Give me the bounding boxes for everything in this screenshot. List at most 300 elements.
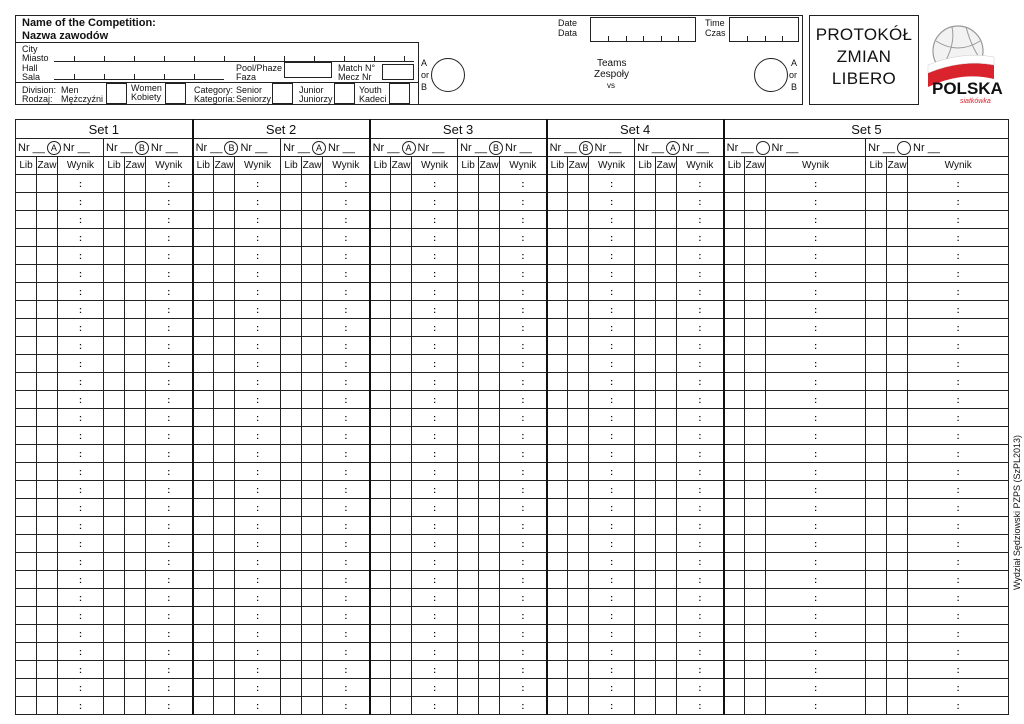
zaw-cell[interactable]: [479, 697, 500, 715]
lib-cell[interactable]: [370, 229, 391, 247]
lib-cell[interactable]: [458, 283, 479, 301]
zaw-cell[interactable]: [568, 301, 589, 319]
score-cell[interactable]: :: [677, 517, 724, 535]
lib-cell[interactable]: [16, 175, 37, 193]
lib-cell[interactable]: [104, 373, 125, 391]
score-cell[interactable]: :: [766, 319, 866, 337]
score-cell[interactable]: :: [908, 553, 1009, 571]
score-cell[interactable]: :: [323, 463, 370, 481]
zaw-cell[interactable]: [745, 229, 766, 247]
pool-box[interactable]: [284, 62, 332, 78]
zaw-cell[interactable]: [302, 679, 323, 697]
zaw-cell[interactable]: [479, 427, 500, 445]
zaw-cell[interactable]: [214, 301, 235, 319]
zaw-cell[interactable]: [656, 517, 677, 535]
lib-cell[interactable]: [724, 661, 745, 679]
lib-cell[interactable]: [724, 427, 745, 445]
zaw-cell[interactable]: [479, 211, 500, 229]
score-cell[interactable]: :: [58, 643, 104, 661]
lib-cell[interactable]: [281, 697, 302, 715]
score-cell[interactable]: :: [146, 535, 193, 553]
score-cell[interactable]: :: [500, 625, 547, 643]
score-cell[interactable]: :: [323, 517, 370, 535]
score-cell[interactable]: :: [500, 175, 547, 193]
score-cell[interactable]: :: [908, 481, 1009, 499]
zaw-cell[interactable]: [887, 607, 908, 625]
lib-cell[interactable]: [724, 697, 745, 715]
score-cell[interactable]: :: [677, 247, 724, 265]
zaw-cell[interactable]: [745, 337, 766, 355]
score-cell[interactable]: :: [500, 679, 547, 697]
score-cell[interactable]: :: [766, 265, 866, 283]
score-cell[interactable]: :: [908, 391, 1009, 409]
zaw-cell[interactable]: [887, 175, 908, 193]
score-cell[interactable]: :: [58, 553, 104, 571]
lib-cell[interactable]: [104, 319, 125, 337]
zaw-cell[interactable]: [391, 427, 412, 445]
lib-cell[interactable]: [370, 517, 391, 535]
lib-cell[interactable]: [866, 391, 887, 409]
zaw-cell[interactable]: [887, 571, 908, 589]
lib-cell[interactable]: [547, 463, 568, 481]
score-cell[interactable]: :: [146, 409, 193, 427]
junior-checkbox[interactable]: [334, 83, 355, 104]
lib-cell[interactable]: [193, 409, 214, 427]
zaw-cell[interactable]: [302, 661, 323, 679]
lib-cell[interactable]: [547, 283, 568, 301]
score-cell[interactable]: :: [412, 175, 458, 193]
zaw-cell[interactable]: [125, 247, 146, 265]
score-cell[interactable]: :: [58, 229, 104, 247]
score-cell[interactable]: :: [766, 175, 866, 193]
lib-cell[interactable]: [281, 283, 302, 301]
zaw-cell[interactable]: [568, 463, 589, 481]
lib-cell[interactable]: [281, 589, 302, 607]
score-cell[interactable]: :: [58, 697, 104, 715]
lib-cell[interactable]: [458, 607, 479, 625]
zaw-cell[interactable]: [37, 499, 58, 517]
zaw-cell[interactable]: [479, 445, 500, 463]
youth-checkbox[interactable]: [389, 83, 410, 104]
player-numbers-cell[interactable]: [635, 139, 724, 157]
score-cell[interactable]: :: [766, 373, 866, 391]
lib-cell[interactable]: [281, 355, 302, 373]
score-cell[interactable]: :: [146, 481, 193, 499]
lib-cell[interactable]: [635, 373, 656, 391]
lib-cell[interactable]: [724, 571, 745, 589]
lib-cell[interactable]: [724, 265, 745, 283]
lib-cell[interactable]: [724, 301, 745, 319]
score-cell[interactable]: :: [235, 625, 281, 643]
lib-cell[interactable]: [458, 661, 479, 679]
score-cell[interactable]: :: [908, 679, 1009, 697]
lib-cell[interactable]: [370, 607, 391, 625]
lib-cell[interactable]: [724, 535, 745, 553]
lib-cell[interactable]: [458, 481, 479, 499]
lib-cell[interactable]: [635, 697, 656, 715]
lib-cell[interactable]: [635, 427, 656, 445]
zaw-cell[interactable]: [214, 175, 235, 193]
score-cell[interactable]: :: [58, 373, 104, 391]
lib-cell[interactable]: [635, 571, 656, 589]
zaw-cell[interactable]: [568, 679, 589, 697]
zaw-cell[interactable]: [887, 535, 908, 553]
lib-cell[interactable]: [724, 607, 745, 625]
lib-cell[interactable]: [193, 517, 214, 535]
zaw-cell[interactable]: [125, 337, 146, 355]
lib-cell[interactable]: [458, 301, 479, 319]
score-cell[interactable]: :: [589, 571, 635, 589]
score-cell[interactable]: :: [908, 535, 1009, 553]
zaw-cell[interactable]: [214, 427, 235, 445]
zaw-cell[interactable]: [125, 301, 146, 319]
score-cell[interactable]: :: [500, 229, 547, 247]
lib-cell[interactable]: [193, 283, 214, 301]
zaw-cell[interactable]: [125, 643, 146, 661]
zaw-cell[interactable]: [214, 643, 235, 661]
lib-cell[interactable]: [370, 625, 391, 643]
score-cell[interactable]: :: [323, 283, 370, 301]
lib-cell[interactable]: [281, 625, 302, 643]
score-cell[interactable]: :: [235, 679, 281, 697]
zaw-cell[interactable]: [745, 355, 766, 373]
score-cell[interactable]: :: [589, 229, 635, 247]
lib-cell[interactable]: [635, 283, 656, 301]
lib-cell[interactable]: [370, 247, 391, 265]
lib-cell[interactable]: [16, 301, 37, 319]
lib-cell[interactable]: [104, 391, 125, 409]
lib-cell[interactable]: [724, 337, 745, 355]
zaw-cell[interactable]: [745, 211, 766, 229]
lib-cell[interactable]: [281, 193, 302, 211]
score-cell[interactable]: :: [677, 391, 724, 409]
score-cell[interactable]: :: [235, 337, 281, 355]
zaw-cell[interactable]: [125, 553, 146, 571]
score-cell[interactable]: :: [677, 301, 724, 319]
zaw-cell[interactable]: [887, 301, 908, 319]
lib-cell[interactable]: [16, 409, 37, 427]
zaw-cell[interactable]: [214, 265, 235, 283]
lib-cell[interactable]: [104, 193, 125, 211]
lib-cell[interactable]: [193, 499, 214, 517]
score-cell[interactable]: :: [412, 427, 458, 445]
score-cell[interactable]: :: [766, 571, 866, 589]
zaw-cell[interactable]: [125, 445, 146, 463]
score-cell[interactable]: :: [766, 193, 866, 211]
zaw-cell[interactable]: [391, 661, 412, 679]
score-cell[interactable]: :: [323, 535, 370, 553]
zaw-cell[interactable]: [214, 589, 235, 607]
score-cell[interactable]: :: [323, 211, 370, 229]
lib-cell[interactable]: [635, 553, 656, 571]
zaw-cell[interactable]: [568, 607, 589, 625]
zaw-cell[interactable]: [302, 283, 323, 301]
lib-cell[interactable]: [458, 571, 479, 589]
score-cell[interactable]: :: [908, 229, 1009, 247]
lib-cell[interactable]: [16, 337, 37, 355]
zaw-cell[interactable]: [887, 211, 908, 229]
lib-cell[interactable]: [724, 553, 745, 571]
zaw-cell[interactable]: [887, 391, 908, 409]
lib-cell[interactable]: [635, 193, 656, 211]
zaw-cell[interactable]: [568, 517, 589, 535]
lib-cell[interactable]: [458, 247, 479, 265]
score-cell[interactable]: :: [58, 679, 104, 697]
lib-cell[interactable]: [104, 499, 125, 517]
lib-cell[interactable]: [16, 517, 37, 535]
zaw-cell[interactable]: [125, 265, 146, 283]
score-cell[interactable]: :: [146, 679, 193, 697]
zaw-cell[interactable]: [568, 643, 589, 661]
score-cell[interactable]: :: [323, 193, 370, 211]
zaw-cell[interactable]: [479, 589, 500, 607]
zaw-cell[interactable]: [214, 409, 235, 427]
score-cell[interactable]: :: [677, 625, 724, 643]
lib-cell[interactable]: [635, 679, 656, 697]
score-cell[interactable]: :: [677, 409, 724, 427]
zaw-cell[interactable]: [391, 247, 412, 265]
score-cell[interactable]: :: [766, 661, 866, 679]
zaw-cell[interactable]: [391, 517, 412, 535]
score-cell[interactable]: :: [908, 175, 1009, 193]
lib-cell[interactable]: [281, 481, 302, 499]
score-cell[interactable]: :: [58, 301, 104, 319]
lib-cell[interactable]: [193, 319, 214, 337]
score-cell[interactable]: :: [500, 355, 547, 373]
lib-cell[interactable]: [370, 391, 391, 409]
lib-cell[interactable]: [104, 301, 125, 319]
zaw-cell[interactable]: [37, 607, 58, 625]
zaw-cell[interactable]: [887, 643, 908, 661]
score-cell[interactable]: :: [412, 337, 458, 355]
score-cell[interactable]: :: [908, 283, 1009, 301]
lib-cell[interactable]: [16, 211, 37, 229]
zaw-cell[interactable]: [656, 229, 677, 247]
score-cell[interactable]: :: [146, 661, 193, 679]
zaw-cell[interactable]: [745, 643, 766, 661]
score-cell[interactable]: :: [677, 427, 724, 445]
zaw-cell[interactable]: [37, 283, 58, 301]
lib-cell[interactable]: [866, 481, 887, 499]
lib-cell[interactable]: [458, 211, 479, 229]
zaw-cell[interactable]: [302, 607, 323, 625]
score-cell[interactable]: :: [146, 301, 193, 319]
score-cell[interactable]: :: [412, 535, 458, 553]
score-cell[interactable]: :: [323, 409, 370, 427]
lib-cell[interactable]: [193, 625, 214, 643]
lib-cell[interactable]: [547, 643, 568, 661]
lib-cell[interactable]: [104, 229, 125, 247]
score-cell[interactable]: :: [323, 499, 370, 517]
score-cell[interactable]: :: [58, 265, 104, 283]
zaw-cell[interactable]: [656, 679, 677, 697]
lib-cell[interactable]: [724, 175, 745, 193]
score-cell[interactable]: :: [589, 319, 635, 337]
zaw-cell[interactable]: [302, 409, 323, 427]
zaw-cell[interactable]: [37, 265, 58, 283]
lib-cell[interactable]: [635, 319, 656, 337]
score-cell[interactable]: :: [589, 679, 635, 697]
score-cell[interactable]: :: [235, 175, 281, 193]
zaw-cell[interactable]: [479, 409, 500, 427]
lib-cell[interactable]: [104, 463, 125, 481]
zaw-cell[interactable]: [568, 661, 589, 679]
team-circle-icon[interactable]: B: [224, 141, 238, 155]
lib-cell[interactable]: [547, 409, 568, 427]
score-cell[interactable]: :: [146, 373, 193, 391]
score-cell[interactable]: :: [58, 211, 104, 229]
lib-cell[interactable]: [16, 625, 37, 643]
lib-cell[interactable]: [547, 229, 568, 247]
score-cell[interactable]: :: [412, 193, 458, 211]
score-cell[interactable]: :: [146, 319, 193, 337]
zaw-cell[interactable]: [656, 499, 677, 517]
zaw-cell[interactable]: [302, 319, 323, 337]
lib-cell[interactable]: [635, 409, 656, 427]
zaw-cell[interactable]: [656, 355, 677, 373]
score-cell[interactable]: :: [677, 265, 724, 283]
zaw-cell[interactable]: [37, 391, 58, 409]
zaw-cell[interactable]: [125, 319, 146, 337]
zaw-cell[interactable]: [479, 301, 500, 319]
score-cell[interactable]: :: [766, 625, 866, 643]
score-cell[interactable]: :: [412, 661, 458, 679]
zaw-cell[interactable]: [568, 589, 589, 607]
score-cell[interactable]: :: [412, 283, 458, 301]
score-cell[interactable]: :: [323, 445, 370, 463]
score-cell[interactable]: :: [58, 499, 104, 517]
zaw-cell[interactable]: [568, 337, 589, 355]
zaw-cell[interactable]: [479, 679, 500, 697]
zaw-cell[interactable]: [479, 517, 500, 535]
zaw-cell[interactable]: [302, 193, 323, 211]
lib-cell[interactable]: [458, 265, 479, 283]
team-circle-icon[interactable]: [756, 141, 770, 155]
score-cell[interactable]: :: [412, 409, 458, 427]
score-cell[interactable]: :: [500, 499, 547, 517]
score-cell[interactable]: :: [500, 391, 547, 409]
score-cell[interactable]: :: [146, 337, 193, 355]
zaw-cell[interactable]: [656, 319, 677, 337]
lib-cell[interactable]: [724, 625, 745, 643]
lib-cell[interactable]: [16, 697, 37, 715]
score-cell[interactable]: :: [323, 247, 370, 265]
zaw-cell[interactable]: [125, 373, 146, 391]
zaw-cell[interactable]: [302, 643, 323, 661]
zaw-cell[interactable]: [302, 589, 323, 607]
lib-cell[interactable]: [458, 589, 479, 607]
score-cell[interactable]: :: [58, 607, 104, 625]
lib-cell[interactable]: [547, 427, 568, 445]
lib-cell[interactable]: [724, 211, 745, 229]
score-cell[interactable]: :: [766, 337, 866, 355]
zaw-cell[interactable]: [214, 229, 235, 247]
zaw-cell[interactable]: [745, 391, 766, 409]
zaw-cell[interactable]: [887, 265, 908, 283]
lib-cell[interactable]: [193, 211, 214, 229]
score-cell[interactable]: :: [589, 373, 635, 391]
score-cell[interactable]: :: [500, 301, 547, 319]
score-cell[interactable]: :: [766, 409, 866, 427]
team-circle-icon[interactable]: A: [666, 141, 680, 155]
score-cell[interactable]: :: [908, 643, 1009, 661]
score-cell[interactable]: :: [323, 625, 370, 643]
lib-cell[interactable]: [547, 571, 568, 589]
score-cell[interactable]: :: [323, 319, 370, 337]
lib-cell[interactable]: [635, 337, 656, 355]
zaw-cell[interactable]: [887, 337, 908, 355]
lib-cell[interactable]: [866, 193, 887, 211]
score-cell[interactable]: :: [766, 499, 866, 517]
score-cell[interactable]: :: [677, 193, 724, 211]
zaw-cell[interactable]: [391, 373, 412, 391]
zaw-cell[interactable]: [214, 373, 235, 391]
zaw-cell[interactable]: [302, 211, 323, 229]
lib-cell[interactable]: [866, 211, 887, 229]
score-cell[interactable]: :: [908, 499, 1009, 517]
zaw-cell[interactable]: [302, 535, 323, 553]
lib-cell[interactable]: [281, 517, 302, 535]
lib-cell[interactable]: [193, 355, 214, 373]
score-cell[interactable]: :: [589, 265, 635, 283]
score-cell[interactable]: :: [500, 283, 547, 301]
zaw-cell[interactable]: [391, 643, 412, 661]
player-numbers-cell[interactable]: [193, 139, 281, 157]
zaw-cell[interactable]: [656, 373, 677, 391]
zaw-cell[interactable]: [568, 283, 589, 301]
score-cell[interactable]: :: [589, 535, 635, 553]
city-field[interactable]: [54, 52, 414, 62]
zaw-cell[interactable]: [214, 355, 235, 373]
zaw-cell[interactable]: [125, 283, 146, 301]
lib-cell[interactable]: [724, 445, 745, 463]
lib-cell[interactable]: [635, 643, 656, 661]
lib-cell[interactable]: [104, 337, 125, 355]
zaw-cell[interactable]: [887, 283, 908, 301]
zaw-cell[interactable]: [37, 211, 58, 229]
score-cell[interactable]: :: [58, 535, 104, 553]
lib-cell[interactable]: [458, 625, 479, 643]
lib-cell[interactable]: [281, 661, 302, 679]
score-cell[interactable]: :: [235, 445, 281, 463]
lib-cell[interactable]: [458, 445, 479, 463]
lib-cell[interactable]: [458, 409, 479, 427]
lib-cell[interactable]: [458, 427, 479, 445]
lib-cell[interactable]: [281, 211, 302, 229]
zaw-cell[interactable]: [568, 409, 589, 427]
zaw-cell[interactable]: [302, 427, 323, 445]
lib-cell[interactable]: [866, 553, 887, 571]
score-cell[interactable]: :: [58, 409, 104, 427]
score-cell[interactable]: :: [766, 283, 866, 301]
score-cell[interactable]: :: [677, 175, 724, 193]
lib-cell[interactable]: [281, 607, 302, 625]
lib-cell[interactable]: [547, 175, 568, 193]
score-cell[interactable]: :: [146, 499, 193, 517]
score-cell[interactable]: :: [500, 427, 547, 445]
score-cell[interactable]: :: [766, 535, 866, 553]
lib-cell[interactable]: [635, 247, 656, 265]
zaw-cell[interactable]: [125, 589, 146, 607]
lib-cell[interactable]: [193, 229, 214, 247]
zaw-cell[interactable]: [302, 337, 323, 355]
zaw-cell[interactable]: [391, 319, 412, 337]
lib-cell[interactable]: [370, 553, 391, 571]
score-cell[interactable]: :: [58, 175, 104, 193]
zaw-cell[interactable]: [887, 499, 908, 517]
score-cell[interactable]: :: [146, 355, 193, 373]
lib-cell[interactable]: [547, 319, 568, 337]
